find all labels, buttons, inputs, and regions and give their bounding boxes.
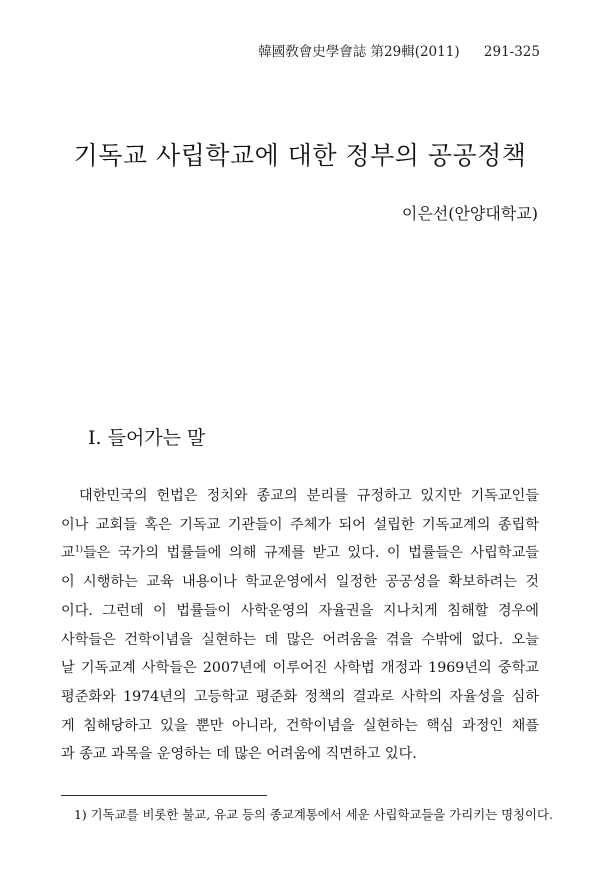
body-line: 이다. 그런데 이 법률들이 사학운영의 자율권을 지나치게 침해할 경우에 [61, 602, 539, 619]
running-header [258, 40, 540, 60]
body-line: 평준화와 1974년의 고등학교 평준화 정책의 결과로 사학의 자율성을 심하 [61, 688, 539, 705]
body-paragraph [61, 482, 539, 769]
footnote-marker: 1) [74, 807, 87, 822]
section-heading [88, 423, 205, 450]
article-title: 기독교 사립학교에 대한 정부의 공공정책 [73, 141, 527, 170]
section-title: 들어가는 말 [107, 427, 206, 449]
body-line-segment: 교 [61, 545, 75, 562]
body-line: 날 기독교계 사학들은 2007년에 이루어진 사학법 개정과 1969년의 중학교 [61, 660, 539, 677]
footnote-reference[interactable]: 1) [74, 544, 83, 554]
footnote-divider [61, 795, 267, 796]
body-line: 과 종교 과목을 운영하는 데 많은 어려움에 직면하고 있다. [61, 746, 417, 763]
body-line: 대한민국의 헌법은 정치와 종교의 분리를 규정하고 있지만 기독교인들 [79, 488, 539, 504]
footnote [74, 805, 553, 823]
body-line: 이나 교회들 혹은 기독교 기관들이 주체가 되어 설립한 기독교계의 종립학 [61, 516, 539, 533]
body-line: 게 침해당하고 있을 뿐만 아니라, 건학이념을 실현하는 핵심 과정인 채플 [61, 717, 539, 734]
body-line [61, 539, 539, 568]
body-line: 이 시행하는 교육 내용이나 학교운영에서 일정한 공공성을 확보하려는 것 [61, 574, 539, 591]
author-affiliation: 이은선(안양대학교) [401, 204, 538, 223]
page-range: 291-325 [483, 44, 540, 60]
footnote-text: 기독교를 비롯한 불교, 유교 등의 종교계통에서 세운 사립학교들을 가리키는 명칭이다. [90, 807, 553, 822]
body-line: 사학들은 건학이념을 실현하는 데 많은 어려움을 겪을 수밖에 없다. 오늘 [61, 631, 539, 648]
body-line-segment: 들은 국가의 법률들에 의해 규제를 받고 있다. 이 법률들은 사립학교들 [82, 545, 539, 562]
journal-volume: 韓國敎會史學會誌 第29輯(2011) [258, 44, 460, 60]
section-number: Ⅰ. [88, 427, 102, 449]
